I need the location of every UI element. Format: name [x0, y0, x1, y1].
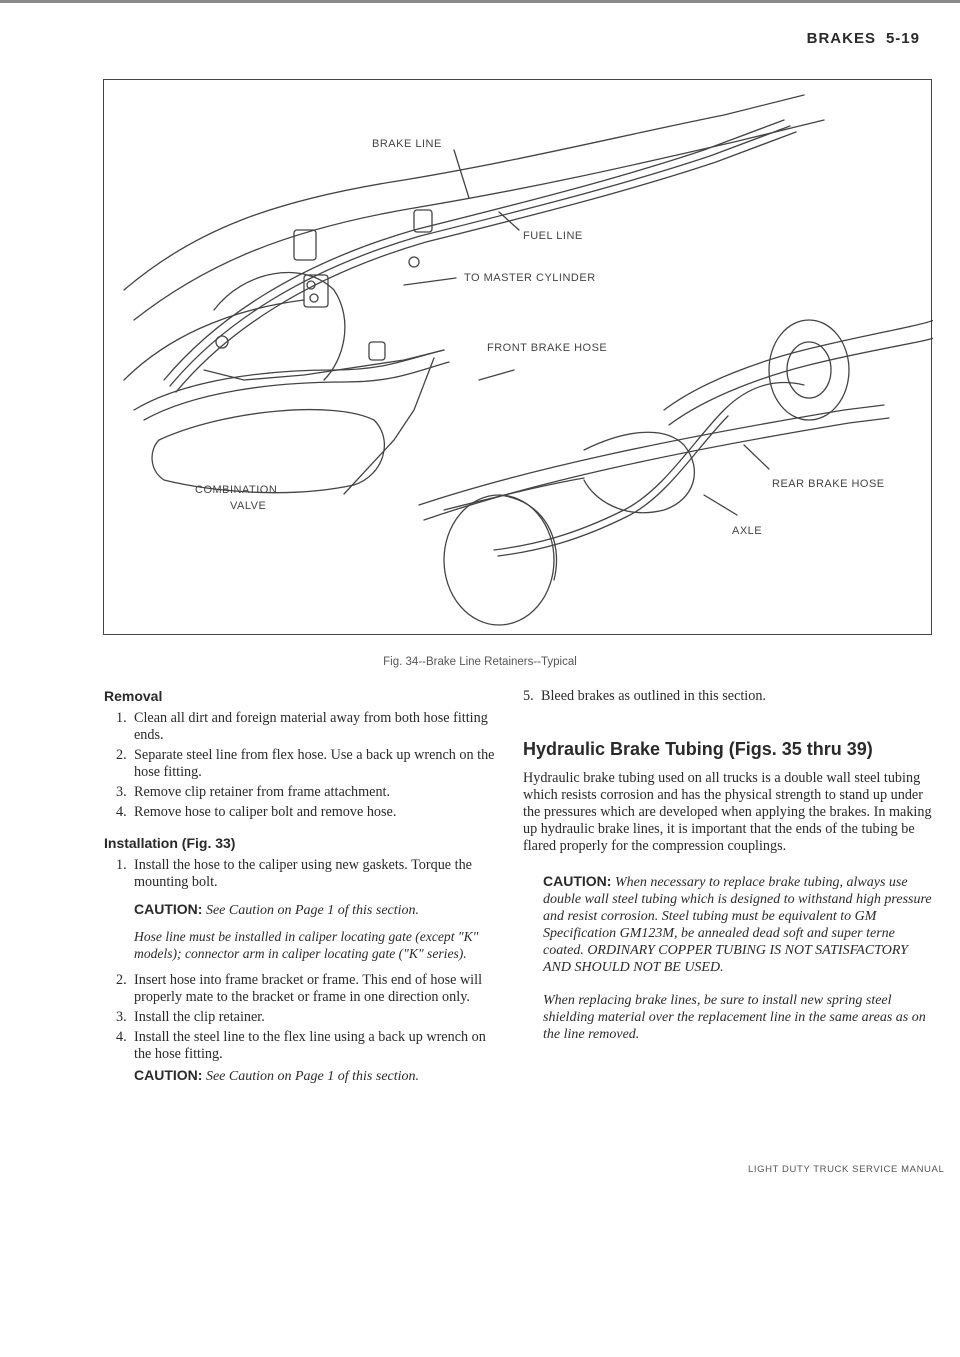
tubing-paragraph: Hydraulic brake tubing used on all trucks is a double wall steel tubing which resists corrosion and has the physical strength to stand up under the pressures which are developed when applying the brakes. In making up hydraulic brake lines, it is important that the ends of the tubing be flared properly for the compression couplings.: [523, 770, 932, 854]
list-item: 1. Clean all dirt and foreign material away from both hose fitting ends.: [116, 710, 488, 743]
installation-steps-final: [523, 688, 933, 705]
list-item: 4. Remove hose to caliper bolt and remove hose.: [116, 804, 397, 820]
left-column: [104, 688, 506, 1085]
brake-line-figure: [103, 79, 932, 635]
installation-steps-continued: [116, 972, 506, 1063]
callout-valve: VALVE: [230, 500, 267, 512]
replacement-note: When replacing brake lines, be sure to install new spring steel shielding material over the replacement line in the same areas as on the line removed.: [543, 993, 926, 1042]
list-item: 2. Insert hose into frame bracket or frame. This end of hose will properly mate to the bracket or frame in one direction only.: [116, 972, 483, 1005]
callout-fuel-line: FUEL LINE: [523, 230, 583, 242]
caution-text: When necessary to replace brake tubing, always use double wall steel tubing which is designed to withstand high pressure and resist corrosion. Steel tubing must be equivalent to GM Specification GM123M, be annealed dead soft and super terne coated. ORDINARY COPPER TUBING IS NOT SATISFACTORY AND SHOULD NOT BE USED.: [543, 875, 932, 975]
brake-line-illustration: [104, 80, 933, 636]
list-item: 3. Install the clip retainer.: [116, 1009, 265, 1025]
list-item: 1. Install the hose to the caliper using new gaskets. Torque the mounting bolt.: [116, 857, 472, 890]
callout-axle: AXLE: [732, 525, 763, 537]
callout-brake-line: BRAKE LINE: [372, 138, 442, 150]
page-header: [807, 30, 920, 47]
removal-steps: [116, 710, 506, 821]
installation-steps: [116, 857, 506, 891]
list-item: 2. Separate steel line from flex hose. Use a back up wrench on the hose fitting.: [116, 747, 495, 780]
callout-front-brake-hose: FRONT BRAKE HOSE: [487, 342, 608, 354]
caution-note: [543, 873, 933, 976]
caution-label: CAUTION:: [134, 1067, 203, 1083]
page-footer: LIGHT DUTY TRUCK SERVICE MANUAL: [748, 1164, 945, 1175]
caution-text: See Caution on Page 1 of this section.: [205, 903, 420, 918]
tubing-heading: Hydraulic Brake Tubing (Figs. 35 thru 39): [523, 739, 873, 759]
header-title: BRAKES: [806, 30, 876, 47]
caution-note: [134, 901, 506, 919]
caution-label: CAUTION:: [543, 873, 612, 889]
list-item: 4. Install the steel line to the flex line using a back up wrench on the hose fitting.: [116, 1029, 486, 1062]
list-item: 5. Bleed brakes as outlined in this section.: [523, 688, 766, 704]
caution-text: See Caution on Page 1 of this section.: [205, 1069, 420, 1084]
right-column: [523, 688, 933, 1043]
callout-rear-brake-hose: REAR BRAKE HOSE: [772, 478, 885, 490]
header-section: 5-19: [885, 30, 920, 47]
hose-note: Hose line must be installed in caliper locating gate (except "K" models); connector arm in caliper locating gate ("K" series).: [134, 929, 479, 961]
list-item: 3. Remove clip retainer from frame attachment.: [116, 784, 391, 800]
caution-label: CAUTION:: [134, 901, 203, 917]
removal-heading: Removal: [104, 688, 163, 704]
installation-heading: Installation (Fig. 33): [104, 835, 236, 851]
top-rule: [0, 0, 960, 3]
callout-combination: COMBINATION: [195, 484, 278, 496]
caution-note: [134, 1067, 506, 1085]
figure-caption: Fig. 34--Brake Line Retainers--Typical: [383, 656, 577, 668]
callout-master-cylinder: TO MASTER CYLINDER: [464, 272, 596, 284]
